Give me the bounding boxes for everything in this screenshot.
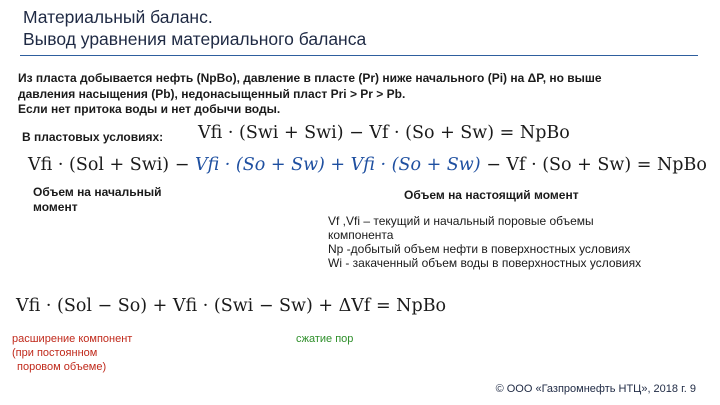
intro-text bbox=[18, 71, 708, 118]
intro-line-1: Из пласта добывается нефть (NpBo), давление в пласте (Pr) ниже начального (Pi) на ΔP, но выше bbox=[18, 71, 602, 85]
expansion-line-2: (при постоянном bbox=[12, 347, 98, 359]
formula-2 bbox=[28, 155, 707, 175]
compression-label: сжатие пор bbox=[296, 333, 354, 345]
definition-line-1: Vf ,Vfi – текущий и начальный поровые объемы bbox=[328, 214, 594, 228]
expansion-line-3: поровом объеме) bbox=[17, 361, 107, 373]
expansion-line-1: расширение компонент bbox=[12, 333, 133, 345]
formula-3: Vfi · (Sol − So) + Vfi · (Swi − Sw) + ΔVf = NpBo bbox=[16, 296, 447, 316]
title-divider bbox=[20, 55, 698, 56]
formula-2-part-1: Vfi · (Sol + Swi) − bbox=[28, 155, 190, 175]
title-line-1: Материальный баланс. bbox=[23, 7, 213, 27]
copyright-text: © ООО «Газпромнефть НТЦ», 2018 г. bbox=[495, 383, 687, 395]
formula-2-part-2: Vfi · (So + Sw) + Vfi · (So + Sw) bbox=[194, 155, 481, 175]
title-line-2: Вывод уравнения материального баланса bbox=[23, 29, 367, 49]
intro-line-3: Если нет притока воды и нет добычи воды. bbox=[18, 102, 281, 116]
page-number: 9 bbox=[689, 383, 696, 395]
initial-volume-line-1: Объем на начальный bbox=[33, 185, 162, 199]
formula-1: Vfi · (Swi + Swi) − Vf · (So + Sw) = NpBo bbox=[198, 123, 570, 143]
initial-volume-label bbox=[33, 185, 161, 215]
definitions-block bbox=[328, 214, 708, 270]
definition-line-3: Np -добытый объем нефти в поверхностных условиях bbox=[328, 242, 631, 256]
initial-volume-line-2: момент bbox=[33, 200, 78, 214]
page-title bbox=[23, 6, 366, 50]
reservoir-conditions-label: В пластовых условиях: bbox=[22, 130, 164, 144]
current-volume-label: Объем на настоящий момент bbox=[404, 188, 579, 202]
expansion-label bbox=[12, 332, 132, 374]
intro-line-2: давления насыщения (Pb), недонасыщенный пласт Pri > Pr > Pb. bbox=[18, 86, 406, 101]
definition-line-2: компонента bbox=[328, 228, 394, 242]
footer bbox=[496, 383, 696, 395]
definition-line-4: Wi - закаченный объем воды в поверхностных условиях bbox=[328, 256, 642, 270]
formula-2-part-3: − Vf · (So + Sw) = NpBo bbox=[486, 155, 707, 175]
